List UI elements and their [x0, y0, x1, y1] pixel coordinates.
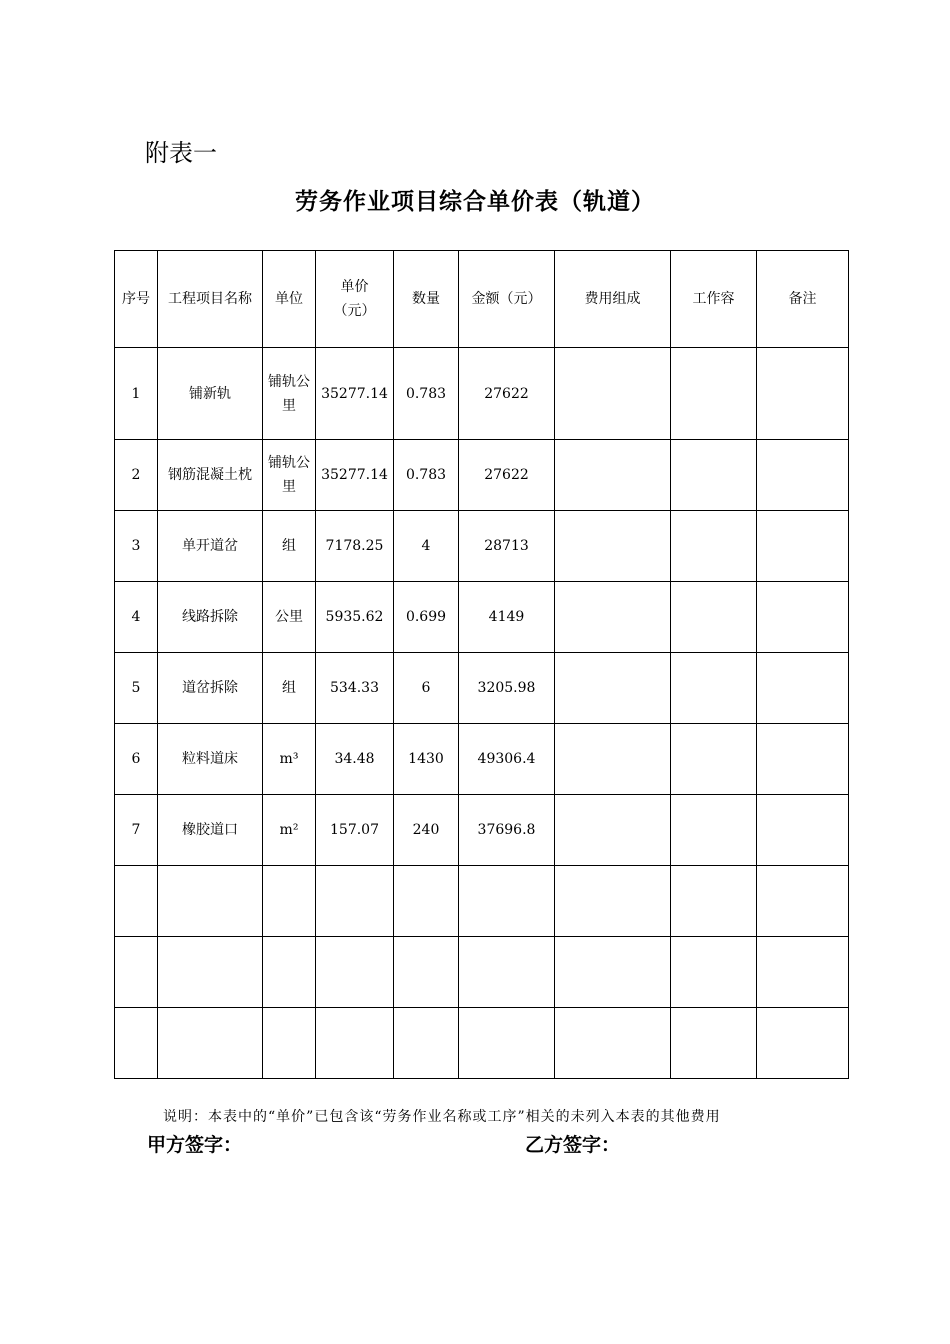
cell-name: 铺新轨 [158, 348, 263, 440]
cell-price: 34.48 [316, 724, 394, 795]
cell-cost [555, 795, 671, 866]
cell-amount: 28713 [459, 511, 555, 582]
cell-remark [757, 582, 849, 653]
cell-index: 1 [115, 348, 158, 440]
cell-unit-line2: 里 [282, 479, 296, 495]
appendix-label: 附表一 [145, 139, 217, 167]
table-header-row [115, 251, 849, 348]
empty-cell [394, 937, 459, 1008]
cell-name: 线路拆除 [158, 582, 263, 653]
empty-cell [757, 1008, 849, 1079]
empty-cell [158, 866, 263, 937]
cell-qty: 1430 [394, 724, 459, 795]
cell-name: 单开道岔 [158, 511, 263, 582]
cell-price: 5935.62 [316, 582, 394, 653]
empty-cell [671, 866, 757, 937]
cell-remark [757, 795, 849, 866]
empty-cell [459, 937, 555, 1008]
table-row [115, 348, 849, 440]
header-remark: 备注 [757, 251, 849, 348]
cell-unit-line1: 铺轨公 [268, 373, 310, 390]
cell-amount: 49306.4 [459, 724, 555, 795]
empty-cell [263, 866, 316, 937]
cell-price: 534.33 [316, 653, 394, 724]
cell-remark [757, 440, 849, 511]
cell-price: 35277.14 [316, 440, 394, 511]
cell-remark [757, 724, 849, 795]
header-name: 工程项目名称 [158, 251, 263, 348]
cell-price: 35277.14 [316, 348, 394, 440]
cell-remark [757, 348, 849, 440]
empty-cell [459, 866, 555, 937]
empty-cell [263, 937, 316, 1008]
empty-cell [757, 866, 849, 937]
cell-index: 2 [115, 440, 158, 511]
cell-unit [263, 440, 316, 511]
cell-name: 道岔拆除 [158, 653, 263, 724]
party-b-signature-label: 乙方签字： [525, 1134, 621, 1156]
cell-work [671, 348, 757, 440]
empty-cell [316, 1008, 394, 1079]
empty-cell [316, 866, 394, 937]
cell-amount: 27622 [459, 348, 555, 440]
empty-cell [115, 1008, 158, 1079]
empty-cell [459, 1008, 555, 1079]
empty-cell [115, 937, 158, 1008]
cell-cost [555, 653, 671, 724]
empty-cell [158, 937, 263, 1008]
unit-price-table [114, 250, 849, 1079]
cell-cost [555, 348, 671, 440]
cell-remark [757, 511, 849, 582]
cell-unit: 公里 [263, 582, 316, 653]
header-cost: 费用组成 [555, 251, 671, 348]
cell-work [671, 795, 757, 866]
header-amount: 金额（元） [459, 251, 555, 348]
header-index: 序号 [115, 251, 158, 348]
cell-unit: 组 [263, 653, 316, 724]
cell-amount: 27622 [459, 440, 555, 511]
cell-index: 6 [115, 724, 158, 795]
cell-unit: 组 [263, 511, 316, 582]
cell-qty: 240 [394, 795, 459, 866]
party-a-signature-label: 甲方签字： [147, 1134, 243, 1156]
cell-remark [757, 653, 849, 724]
empty-cell [555, 1008, 671, 1079]
empty-table-row [115, 1008, 849, 1079]
cell-qty: 6 [394, 653, 459, 724]
cell-name: 钢筋混凝土枕 [158, 440, 263, 511]
cell-work [671, 511, 757, 582]
header-work: 工作容 [671, 251, 757, 348]
cell-work [671, 440, 757, 511]
empty-cell [263, 1008, 316, 1079]
empty-table-row [115, 937, 849, 1008]
empty-cell [158, 1008, 263, 1079]
page-title: 劳务作业项目综合单价表（轨道） [295, 189, 655, 215]
header-price-line1: 单价 [340, 279, 369, 295]
cell-unit-line2: 里 [282, 397, 296, 414]
cell-cost [555, 440, 671, 511]
empty-cell [394, 866, 459, 937]
cell-index: 5 [115, 653, 158, 724]
header-unit: 单位 [263, 251, 316, 348]
cell-price: 7178.25 [316, 511, 394, 582]
cell-cost [555, 511, 671, 582]
table-row [115, 653, 849, 724]
empty-cell [555, 937, 671, 1008]
table-note: 说明：本表中的“单价”已包含该“劳务作业名称或工序”相关的未列入本表的其他费用 [163, 1109, 721, 1125]
cell-qty: 0.783 [394, 348, 459, 440]
table-row [115, 582, 849, 653]
cell-index: 3 [115, 511, 158, 582]
empty-cell [555, 866, 671, 937]
table-row [115, 724, 849, 795]
cell-work [671, 582, 757, 653]
empty-cell [671, 1008, 757, 1079]
cell-qty: 0.699 [394, 582, 459, 653]
cell-unit: m³ [263, 724, 316, 795]
empty-cell [115, 866, 158, 937]
cell-unit [263, 348, 316, 440]
cell-work [671, 724, 757, 795]
cell-cost [555, 582, 671, 653]
cell-index: 4 [115, 582, 158, 653]
cell-cost [555, 724, 671, 795]
empty-cell [316, 937, 394, 1008]
cell-unit-line1: 铺轨公 [268, 455, 310, 471]
empty-cell [757, 937, 849, 1008]
cell-amount: 37696.8 [459, 795, 555, 866]
cell-name: 橡胶道口 [158, 795, 263, 866]
cell-unit: m² [263, 795, 316, 866]
cell-amount: 3205.98 [459, 653, 555, 724]
empty-table-row [115, 866, 849, 937]
header-price-line2: （元） [333, 303, 376, 319]
cell-name: 粒料道床 [158, 724, 263, 795]
cell-work [671, 653, 757, 724]
empty-cell [394, 1008, 459, 1079]
table-row [115, 440, 849, 511]
cell-qty: 0.783 [394, 440, 459, 511]
cell-index: 7 [115, 795, 158, 866]
table-row [115, 795, 849, 866]
header-qty: 数量 [394, 251, 459, 348]
header-price [316, 251, 394, 348]
cell-qty: 4 [394, 511, 459, 582]
empty-cell [671, 937, 757, 1008]
cell-price: 157.07 [316, 795, 394, 866]
cell-amount: 4149 [459, 582, 555, 653]
table-row [115, 511, 849, 582]
